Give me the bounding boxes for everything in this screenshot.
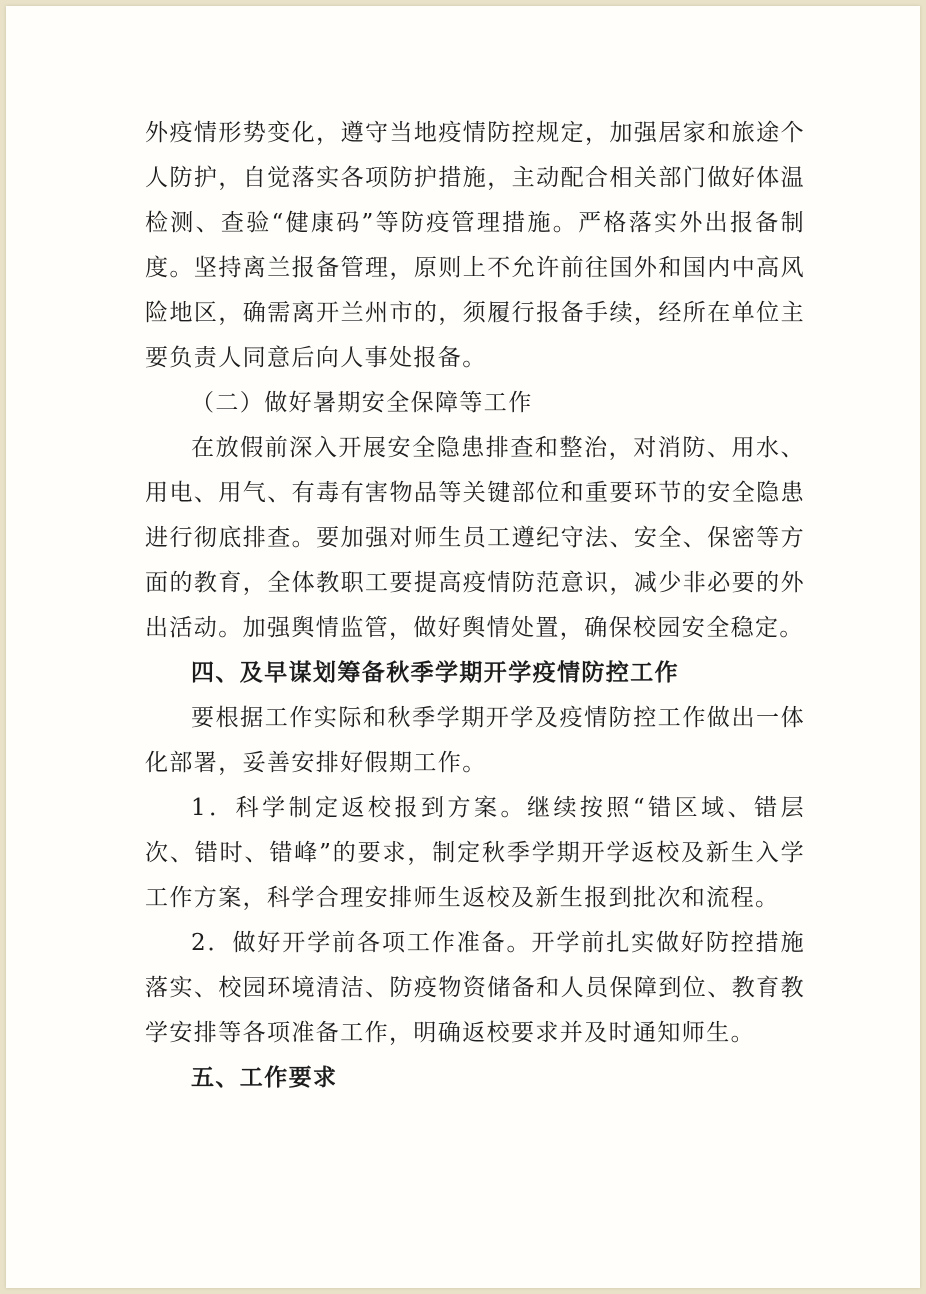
paragraph-safety-inspection: 在放假前深入开展安全隐患排查和整治，对消防、用水、用电、用气、有毒有害物品等关键部位和重要环节的安全隐患进行彻底排查。要加强对师生员工遵纪守法、安全、保密等方面的教育，全体教职工要提高疫情防范意识，减少非必要的外出活动。加强舆情监管，做好舆情处置，确保校园安全稳定。 xyxy=(145,435,805,641)
section-heading-autumn-semester: 四、及早谋划筹备秋季学期开学疫情防控工作 xyxy=(191,660,679,686)
section-heading-work-requirements: 五、工作要求 xyxy=(191,1065,338,1091)
subheading-summer-safety: （二）做好暑期安全保障等工作 xyxy=(191,390,533,416)
document-page xyxy=(6,6,920,1288)
list-item-pre-semester-prep: 2．做好开学前各项工作准备。开学前扎实做好防控措施落实、校园环境清洁、防疫物资储备和人员保障到位、教育教学安排等各项准备工作，明确返校要求并及时通知师生。 xyxy=(145,930,805,1046)
list-item-return-plan: 1．科学制定返校报到方案。继续按照“错区域、错层次、错时、错峰”的要求，制定秋季学期开学返校及新生入学工作方案，科学合理安排师生返校及新生报到批次和流程。 xyxy=(145,795,805,911)
paragraph-integrated-deployment: 要根据工作实际和秋季学期开学及疫情防控工作做出一体化部署，妥善安排好假期工作。 xyxy=(145,705,805,776)
document-body xyxy=(145,111,805,1101)
paragraph-travel-reporting: 外疫情形势变化，遵守当地疫情防控规定，加强居家和旅途个人防护，自觉落实各项防护措施，主动配合相关部门做好体温检测、查验“健康码”等防疫管理措施。严格落实外出报备制度。坚持离兰报备管理，原则上不允许前往国外和国内中高风险地区，确需离开兰州市的，须履行报备手续，经所在单位主要负责人同意后向人事处报备。 xyxy=(145,120,805,371)
